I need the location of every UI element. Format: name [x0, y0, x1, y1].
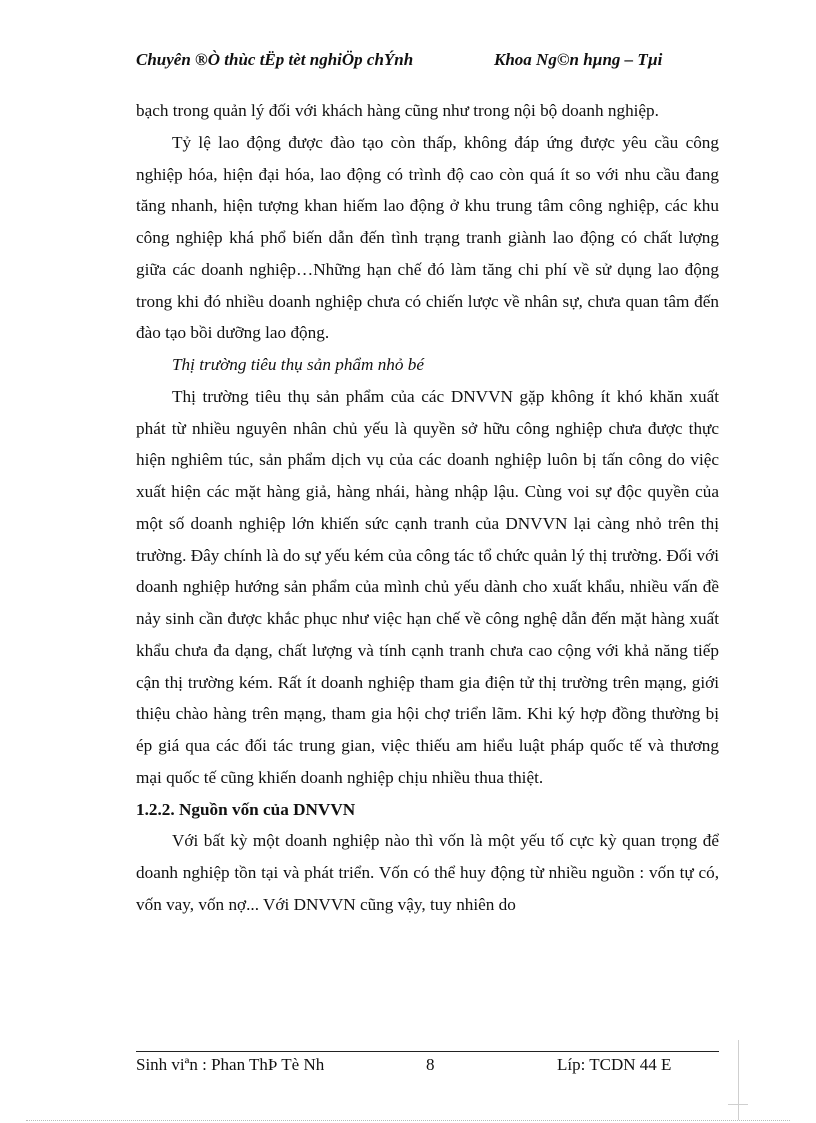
footer-student: Sinh viªn : Phan ThÞ Tè Nh [136, 1055, 325, 1074]
footer-divider [136, 1051, 719, 1052]
section-heading: 1.2.2. Nguồn vốn của DNVVN [136, 799, 356, 819]
paragraph-continuation: bạch trong quản lý đối với khách hàng cũng như trong nội bộ doanh nghiệp. [136, 101, 659, 120]
running-header-left: Chuyên ®Ò thùc tËp tèt nghiÖp chÝnh [136, 50, 414, 69]
footer-class: Líp: TCDN 44 E [557, 1055, 672, 1074]
paragraph-labor: Tỷ lệ lao động được đào tạo còn thấp, không đáp ứng được yêu cầu công nghiệp hóa, hiện đại hóa, lao động có trình độ cao còn quá ít so với nhu cầu đang tăng nhanh, hiện tượng khan hiếm lao động ở khu trung tâm công nghiệp, các khu công nghiệp khá phổ biến dẫn đến tình trạng tranh giành lao động có chất lượng giữa các doanh nghiệp…Những hạn chế đó làm tăng chi phí về sử dụng lao động trong khi đó nhiều doanh nghiệp chưa có chiến lược về nhân sự, chưa quan tâm đến đào tạo bồi dưỡng lao động. [136, 132, 719, 343]
subheading-market: Thị trường tiêu thụ sản phẩm nhỏ bé [172, 355, 425, 374]
paragraph-market: Thị trường tiêu thụ sản phẩm của các DNVVN gặp không ít khó khăn xuất phát từ nhiều nguyên nhân chủ yếu là quyền sở hữu công nghiệp chưa được thực hiện nghiêm túc, sản phẩm dịch vụ của các doanh nghiệp luôn bị tấn công do việc xuất hiện các mặt hàng giả, hàng nhái, hàng nhập lậu. Cùng voi sự độc quyền của một số doanh nghiệp lớn khiến sức cạnh tranh của DNVVN lại càng nhỏ trên thị trường. Đây chính là do sự yếu kém của công tác tổ chức quản lý thị trường. Đối với doanh nghiệp hướng sản phẩm của mình chủ yếu dành cho xuất khẩu, nhiều vấn đề nảy sinh cần được khắc phục như việc hạn chế về công nghệ dẫn đến mặt hàng xuất khẩu chưa đa dạng, chất lượng và tính cạnh tranh chưa cao cộng với khả năng tiếp cận thị trường kém. Rất ít doanh nghiệp tham gia điện tử thị trường trên mạng, giới thiệu chào hàng trên mạng, tham gia hội chợ triển lãm. Khi ký hợp đồng thường bị ép giá qua các đối tác trung gian, việc thiếu am hiểu luật pháp quốc tế và thương mại quốc tế cũng khiến doanh nghiệp chịu nhiều thua thiệt. [136, 386, 719, 787]
running-header-right: Khoa Ng©n hµng – Tµi [494, 50, 663, 69]
crop-mark-vertical [738, 1040, 739, 1120]
page-number: 8 [426, 1055, 435, 1074]
crop-mark-horizontal [728, 1104, 748, 1105]
page-edge-divider [26, 1120, 790, 1121]
paragraph-capital: Với bất kỳ một doanh nghiệp nào thì vốn là một yếu tố cực kỳ quan trọng để doanh nghiệp tồn tại và phát triển. Vốn có thể huy động từ nhiều nguồn : vốn tự có, vốn vay, vốn nợ... Với DNVVN cũng vậy, tuy nhiên do [136, 831, 719, 914]
body-text [136, 95, 719, 921]
